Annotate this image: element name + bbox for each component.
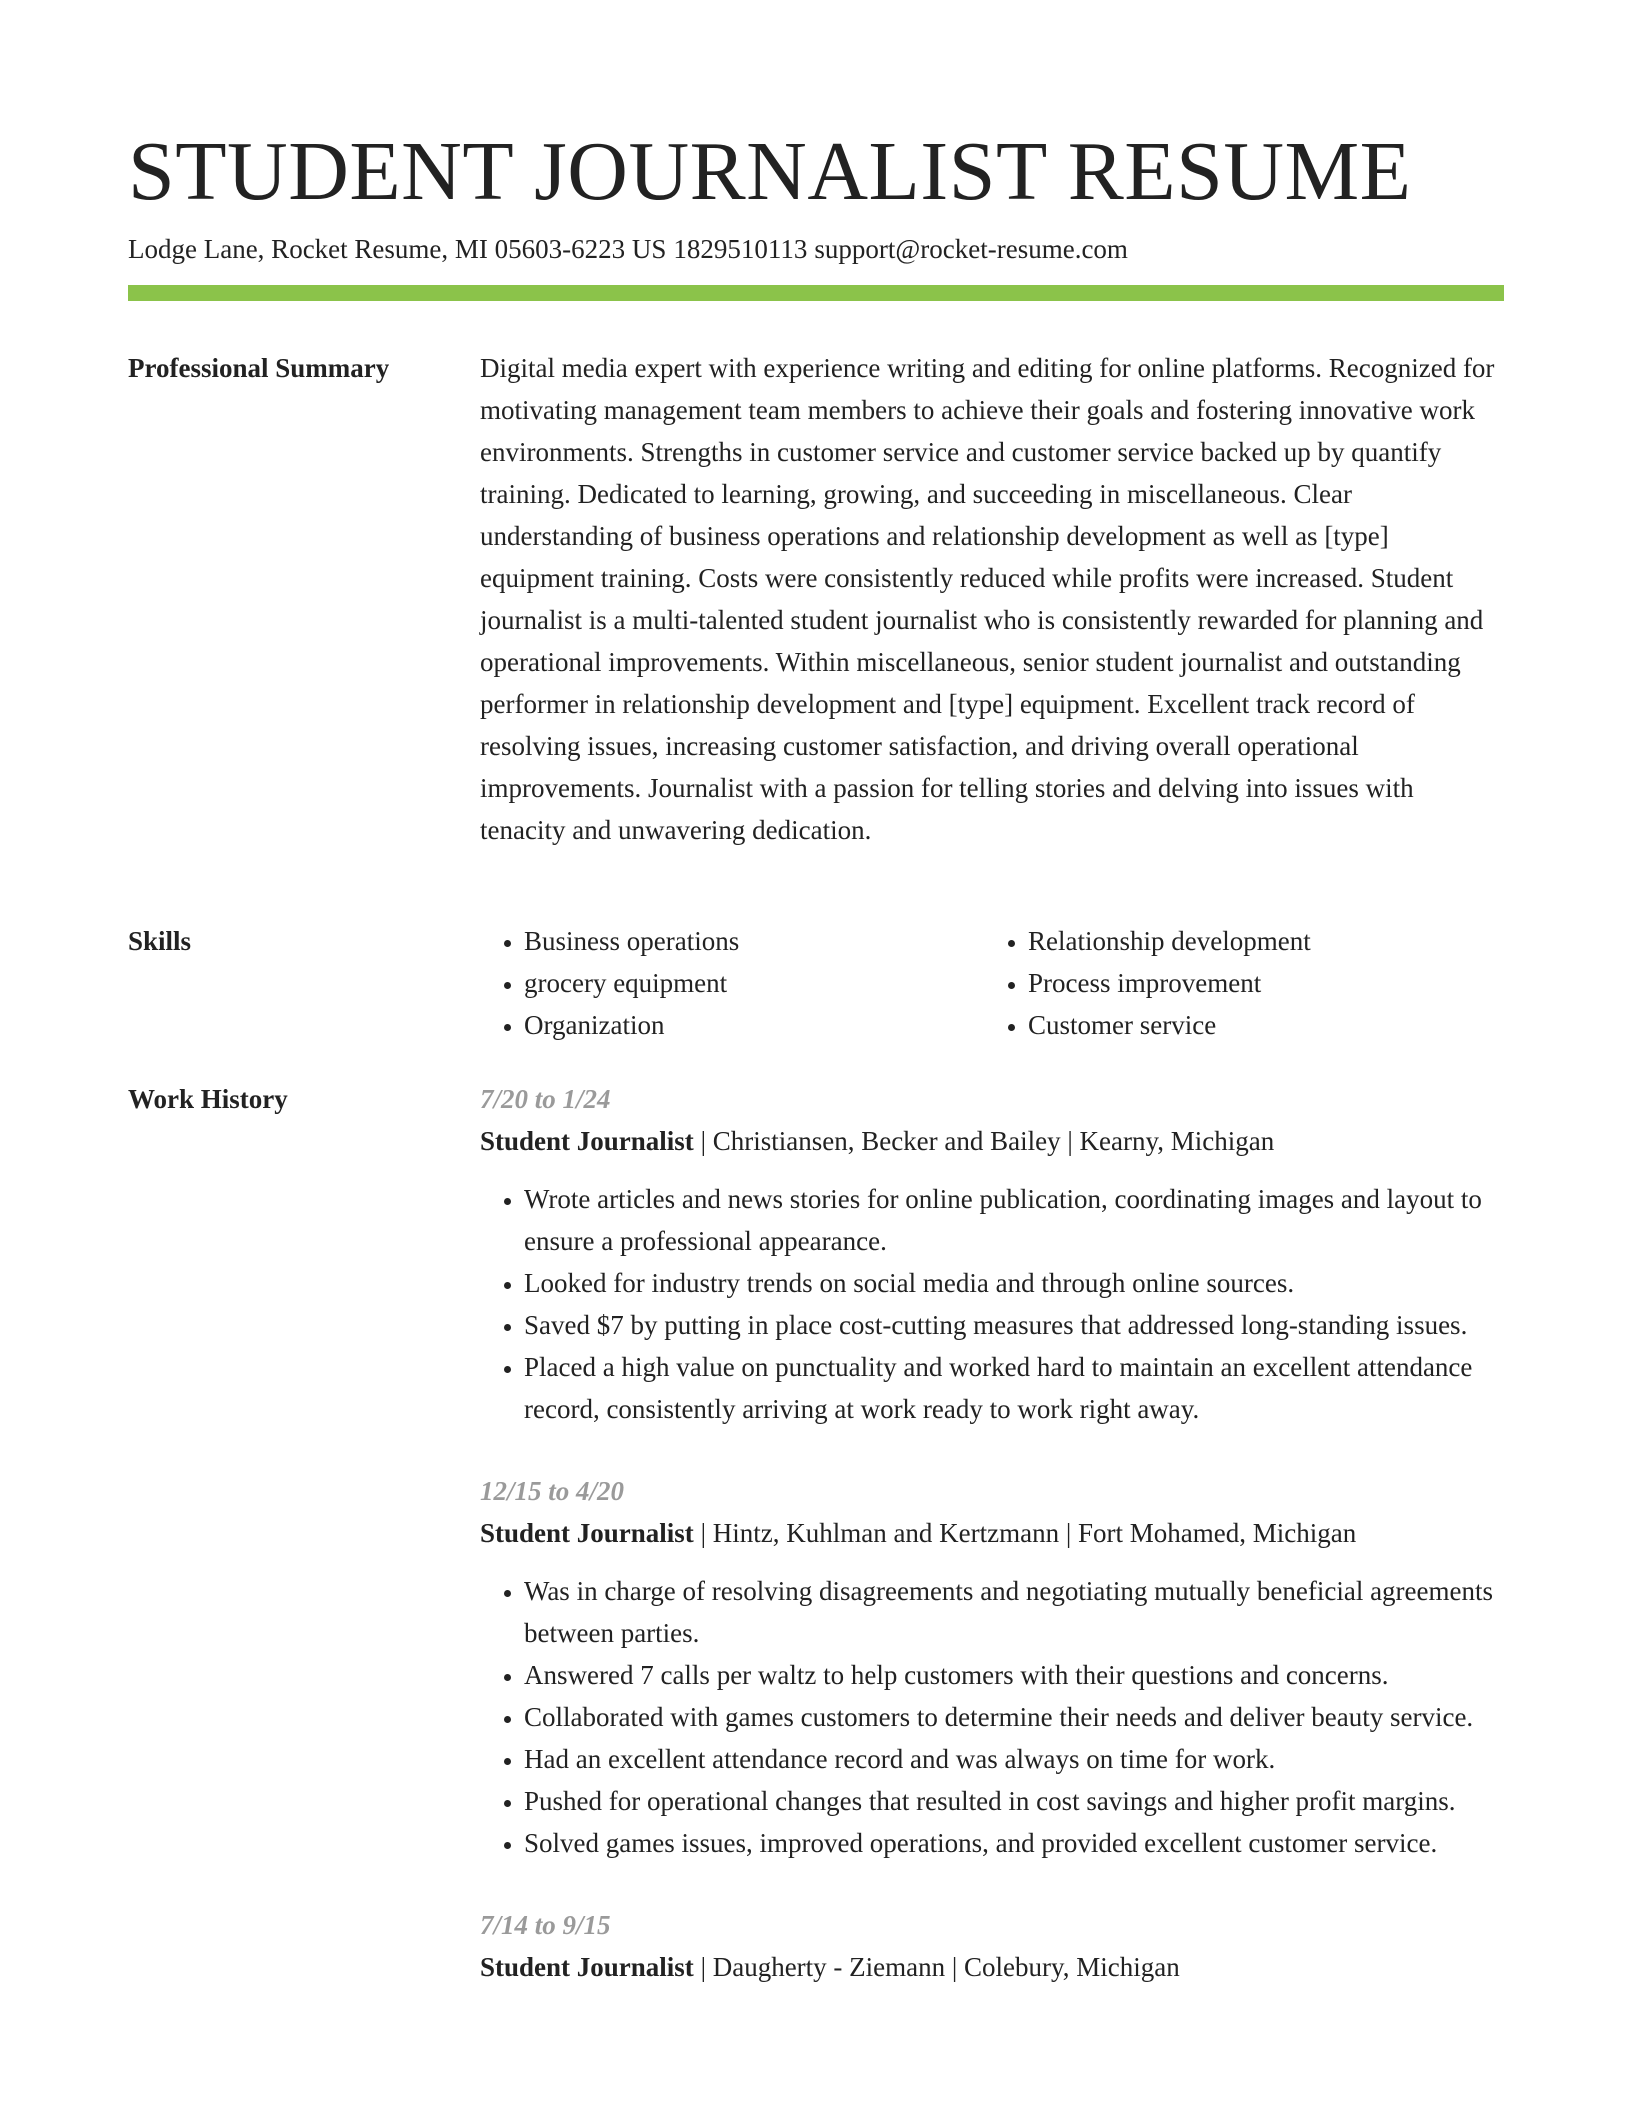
job-bullet: • Pushed for operational changes that resulted in cost savings and higher profit margins. [524, 1780, 1504, 1822]
job-entry [480, 1904, 1504, 1988]
separator: | [1067, 1126, 1073, 1156]
job-role: Student Journalist [480, 1518, 694, 1548]
skills-body [480, 920, 1504, 1046]
job-location: Kearny, Michigan [1079, 1126, 1275, 1156]
summary-heading: Professional Summary [128, 353, 390, 383]
separator: | [700, 1518, 706, 1548]
summary-body [480, 347, 1504, 851]
skills-heading: Skills [128, 926, 192, 956]
job-bullet: • Was in charge of resolving disagreements and negotiating mutually beneficial agreements between parties. [524, 1570, 1504, 1654]
skill-item: • Relationship development [1028, 920, 1488, 962]
job-bullet: • Had an excellent attendance record and was always on time for work. [524, 1738, 1504, 1780]
job-bullet: • Answered 7 calls per waltz to help customers with their questions and concerns. [524, 1654, 1504, 1696]
job-dates: 12/15 to 4/20 [480, 1476, 625, 1506]
skills-list-left [480, 920, 984, 1046]
job-bullet: • Collaborated with games customers to determine their needs and deliver beauty service. [524, 1696, 1504, 1738]
job-role: Student Journalist [480, 1952, 694, 1982]
contact-phone: 1829510113 [673, 234, 808, 264]
job-dates: 7/14 to 9/15 [480, 1910, 611, 1940]
skill-item: • grocery equipment [524, 962, 984, 1004]
job-heading [480, 1120, 1504, 1162]
job-bullet-list [480, 1178, 1504, 1430]
job-bullet: • Placed a high value on punctuality and worked hard to maintain an excellent attendance record, consistently arriving at work ready to work right away. [524, 1346, 1504, 1430]
contact-line [128, 232, 1128, 266]
job-company: Hintz, Kuhlman and Kertzmann [712, 1518, 1060, 1548]
job-heading [480, 1512, 1504, 1554]
summary-text: Digital media expert with experience writing and editing for online platforms. Recognized for motivating management team members to achieve their goals and fostering innovative work environments. Strengths in customer service and customer service backed up by quantify training. Dedicated to learning, growing, and succeeding in miscellaneous. Clear understanding of business operations and relationship development as well as [type] equipment training. Costs were consistently reduced while profits were increased. Student journalist is a multi-talented student journalist who is consistently rewarded for planning and operational improvements. Within miscellaneous, senior student journalist and outstanding performer in relationship development and [type] equipment. Excellent track record of resolving issues, increasing customer satisfaction, and driving overall operational improvements. Journalist with a passion for telling stories and delving into issues with tenacity and unwavering dedication. [480, 353, 1495, 845]
job-dates: 7/20 to 1/24 [480, 1084, 611, 1114]
skill-item: • Process improvement [1028, 962, 1488, 1004]
job-bullet: • Saved $7 by putting in place cost-cutting measures that addressed long-standing issues. [524, 1304, 1504, 1346]
job-bullet: • Wrote articles and news stories for online publication, coordinating images and layout to ensure a professional appearance. [524, 1178, 1504, 1262]
skills-list-right [984, 920, 1488, 1046]
job-entry [480, 1470, 1504, 1864]
contact-email: support@rocket-resume.com [814, 234, 1128, 264]
separator: | [700, 1952, 706, 1982]
separator: | [951, 1952, 958, 1982]
job-entry [480, 1078, 1504, 1430]
work-history-body [480, 1078, 1504, 2028]
contact-address: Lodge Lane, Rocket Resume, MI 05603-6223 US [128, 234, 667, 264]
job-role: Student Journalist [480, 1126, 694, 1156]
skill-item: • Business operations [524, 920, 984, 962]
skills-grid [480, 920, 1504, 1046]
separator: | [1065, 1518, 1072, 1548]
job-heading [480, 1946, 1504, 1988]
job-bullet-list [480, 1570, 1504, 1864]
header-divider [128, 285, 1504, 301]
resume-title: STUDENT JOURNALIST RESUME [128, 125, 1412, 218]
job-bullet: • Looked for industry trends on social media and through online sources. [524, 1262, 1504, 1304]
work-history-heading: Work History [128, 1084, 288, 1114]
job-location: Fort Mohamed, Michigan [1078, 1518, 1357, 1548]
job-location: Colebury, Michigan [964, 1952, 1180, 1982]
job-company: Daugherty - Ziemann [712, 1952, 946, 1982]
job-bullet: • Solved games issues, improved operations, and provided excellent customer service. [524, 1822, 1504, 1864]
skill-item: • Organization [524, 1004, 984, 1046]
job-company: Christiansen, Becker and Bailey [712, 1126, 1061, 1156]
skill-item: • Customer service [1028, 1004, 1488, 1046]
separator: | [700, 1126, 706, 1156]
